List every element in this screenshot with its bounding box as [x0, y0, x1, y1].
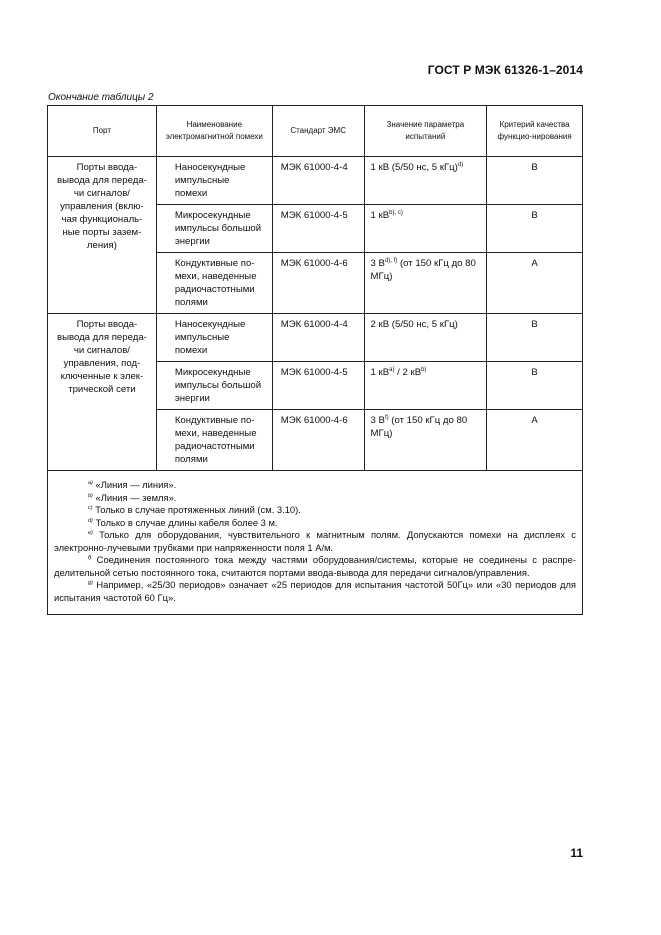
criterion-cell: В [487, 362, 583, 410]
test-value: 2 кВ (5/50 нс, 5 кГц) [370, 319, 458, 330]
test-value-secondary: / 2 кВ [394, 367, 422, 378]
column-header-disturbance: Наименование электромагнитной помехи [156, 106, 272, 157]
footnote [54, 479, 576, 492]
page-number: 11 [570, 846, 583, 860]
footnote [54, 579, 576, 604]
footnote-mark: d), f) [384, 257, 398, 264]
test-value: 3 В [370, 415, 385, 426]
criterion-cell: А [487, 410, 583, 471]
standard-cell: МЭК 61000-4-6 [272, 410, 364, 471]
footnote [54, 529, 576, 554]
disturbance-cell: Кондуктивные по-мехи, наведенные радиочастотными полями [156, 410, 272, 471]
column-header-port: Порт [48, 106, 157, 157]
footnote-mark: b), c) [389, 209, 403, 216]
column-header-standard: Стандарт ЭМС [272, 106, 364, 157]
footnote-text: «Линия — земля». [95, 491, 177, 503]
standard-cell: МЭК 61000-4-4 [272, 314, 364, 362]
footnote-mark: a) [389, 366, 395, 373]
test-value: 1 кВ (5/50 нс, 5 кГц) [370, 162, 458, 173]
footnote [54, 554, 576, 579]
footnote-mark: d) [457, 161, 464, 168]
footnote [54, 504, 576, 517]
standard-cell: МЭК 61000-4-4 [272, 157, 364, 205]
footnote-mark: a) [88, 479, 93, 486]
table-row [48, 314, 583, 362]
test-value-cell [364, 362, 487, 410]
test-value-range: (от 150 кГц до 80 МГц) [370, 258, 476, 282]
table-row [48, 157, 583, 205]
column-header-criterion: Критерий качества функцио-нирования [487, 106, 583, 157]
standard-cell: МЭК 61000-4-6 [272, 253, 364, 314]
column-header-test-value: Значение параметра испытаний [364, 106, 487, 157]
document-code-header: ГОСТ Р МЭК 61326-1–2014 [427, 63, 583, 77]
test-value-cell [364, 253, 487, 314]
criterion-cell: В [487, 205, 583, 253]
footnote-mark: f) [384, 414, 389, 421]
test-value: 3 В [370, 258, 385, 269]
footnote-mark: f) [88, 554, 92, 561]
disturbance-cell: Микросекундные импульсы большой энергии [156, 362, 272, 410]
footnote-text: Только в случае длины кабеля более 3 м. [95, 516, 278, 528]
footnote-mark: b) [88, 492, 93, 499]
table-caption: Окончание таблицы 2 [48, 92, 154, 103]
criterion-cell: А [487, 253, 583, 314]
disturbance-cell: Наносекундные импульсные помехи [156, 157, 272, 205]
footnote [54, 517, 576, 530]
disturbance-cell: Кондуктивные по-мехи, наведенные радиочастотными полями [156, 253, 272, 314]
test-value: 1 кВ [370, 367, 390, 378]
footnote [54, 492, 576, 505]
standard-cell: МЭК 61000-4-5 [272, 205, 364, 253]
standard-cell: МЭК 61000-4-5 [272, 362, 364, 410]
table-notes [48, 471, 583, 615]
emc-test-table [47, 105, 583, 615]
footnote-mark: e) [88, 529, 93, 536]
port-cell: Порты ввода-вывода для переда-чи сигналов/управления, под-ключенные к элек-трической сети [48, 314, 157, 471]
criterion-cell: В [487, 314, 583, 362]
disturbance-cell: Микросекундные импульсы большой энергии [156, 205, 272, 253]
table-notes-row [48, 471, 583, 615]
footnote-text: Только в случае протяженных линий (см. 3.10). [95, 504, 301, 515]
test-value-cell [364, 205, 487, 253]
footnote-mark: g) [88, 579, 93, 586]
test-value-cell [364, 314, 487, 362]
test-value: 1 кВ [370, 210, 390, 221]
footnote-mark: b) [421, 366, 427, 373]
footnote-mark: c) [88, 504, 93, 511]
footnote-text: Например, «25/30 периодов» означает «25 периодов для испытания частотой 50Гц» или «30 периодов для испытания частотой 60 Гц». [54, 579, 576, 603]
footnote-text: Только для оборудования, чувствительного к магнитным полям. Допускаются помехи на дисплеях с электронно-лучевыми трубками при напряженности поля 1 А/м. [54, 529, 576, 553]
test-value-range: (от 150 кГц до 80 МГц) [370, 415, 468, 439]
footnote-text: Соединения постоянного тока между частями оборудования/системы, которые не соединены с распре-делительной сетью постоянного тока, считаются портами ввода-вывода для передачи сигналов/управления. [54, 554, 576, 578]
footnote-text: «Линия — линия». [95, 479, 177, 490]
test-value-cell [364, 157, 487, 205]
test-value-cell [364, 410, 487, 471]
port-cell: Порты ввода-вывода для переда-чи сигналов/управления (вклю-чая функциональ-ные порты зазем-ления) [48, 157, 157, 314]
table-header-row [48, 106, 583, 157]
disturbance-cell: Наносекундные импульсные помехи [156, 314, 272, 362]
footnote-mark: d) [88, 517, 93, 524]
criterion-cell: В [487, 157, 583, 205]
